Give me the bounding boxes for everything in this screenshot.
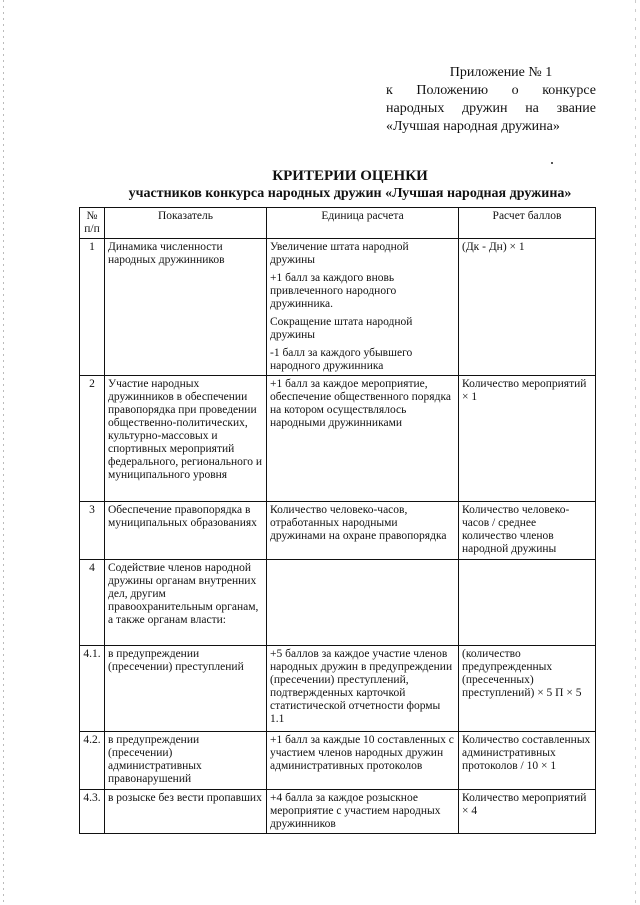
row-unit xyxy=(267,790,459,834)
appendix-line: «Лучшая народная дружина» xyxy=(386,119,560,134)
unit-line: Увеличение штата народной дружины xyxy=(270,241,409,266)
unit-line: Количество человеко-часов, отработанных народными дружинами на охране правопорядка xyxy=(270,504,447,542)
table-row xyxy=(80,646,596,732)
row-calc: (Дк - Дн) × 1 xyxy=(459,239,596,376)
unit-line: +1 балл за каждого вновь привлеченного народного дружинника. xyxy=(270,272,397,310)
header-calc: Расчет баллов xyxy=(459,208,596,239)
row-indicator: в розыске без вести пропавших xyxy=(105,790,267,834)
header-number: № п/п xyxy=(80,208,105,239)
row-number: 1 xyxy=(80,239,105,376)
scan-speck xyxy=(551,162,553,164)
row-unit xyxy=(267,646,459,732)
row-unit xyxy=(267,732,459,790)
row-number: 4 xyxy=(80,560,105,646)
header-indicator: Показатель xyxy=(105,208,267,239)
row-calc: Количество человеко-часов / среднее количество членов народной дружины xyxy=(459,502,596,560)
appendix-line: к Положению о конкурсе xyxy=(386,83,596,98)
appendix-block xyxy=(386,64,596,136)
row-calc: Количество мероприятий × 4 xyxy=(459,790,596,834)
unit-line: +5 баллов за каждое участие членов народных дружин в предупреждении (пресечении) преступлений, подтвержденных карточкой статистической отчетности формы 1.1 xyxy=(270,648,453,725)
appendix-line: народных дружин на звание xyxy=(386,101,596,116)
row-number: 4.2. xyxy=(80,732,105,790)
row-number: 2 xyxy=(80,376,105,502)
table-row xyxy=(80,790,596,834)
appendix-title: Приложение № 1 xyxy=(449,65,553,80)
unit-line: +1 балл за каждое мероприятие, обеспечение общественного порядка на котором осуществлялось народными дружинниками xyxy=(270,378,451,429)
table-header-row xyxy=(80,208,596,239)
row-calc: (количество предупрежденных (пресеченных) преступлений) × 5 П × 5 xyxy=(459,646,596,732)
table-row xyxy=(80,239,596,376)
unit-line: +1 балл за каждые 10 составленных с участием членов народных дружин административных протоколов xyxy=(270,734,454,772)
row-calc: Количество составленных административных протоколов / 10 × 1 xyxy=(459,732,596,790)
table-row xyxy=(80,732,596,790)
document-subtitle: участников конкурса народных дружин «Лучшая народная дружина» xyxy=(128,186,572,201)
row-unit xyxy=(267,502,459,560)
document-title: КРИТЕРИИ ОЦЕНКИ xyxy=(272,168,428,184)
criteria-table xyxy=(79,207,596,834)
row-indicator: Содействие членов народной дружины органам внутренних дел, другим правоохранительным органам, а также органам власти: xyxy=(105,560,267,646)
table-row xyxy=(80,376,596,502)
row-number: 4.1. xyxy=(80,646,105,732)
scan-edge-left xyxy=(3,0,4,905)
unit-line: -1 балл за каждого убывшего народного дружинника xyxy=(270,347,413,372)
row-unit xyxy=(267,376,459,502)
row-calc: Количество мероприятий × 1 xyxy=(459,376,596,502)
row-indicator: в предупреждении (пресечении) преступлений xyxy=(105,646,267,732)
row-unit xyxy=(267,239,459,376)
row-unit xyxy=(267,560,459,646)
unit-line: +4 балла за каждое розыскное мероприятие с участием народных дружинников xyxy=(270,792,441,830)
table-row xyxy=(80,502,596,560)
row-calc xyxy=(459,560,596,646)
unit-line: Сокращение штата народной дружины xyxy=(270,316,413,341)
row-indicator: Участие народных дружинников в обеспечении правопорядка при проведении общественно-политических, культурно-массовых и спортивных мероприятий федерального, регионального и муниципального уровня xyxy=(105,376,267,502)
row-indicator: Динамика численности народных дружинников xyxy=(105,239,267,376)
table-row xyxy=(80,560,596,646)
header-unit: Единица расчета xyxy=(267,208,459,239)
scan-edge-right xyxy=(635,0,636,905)
row-number: 4.3. xyxy=(80,790,105,834)
row-indicator: Обеспечение правопорядка в муниципальных образованиях xyxy=(105,502,267,560)
row-indicator: в предупреждении (пресечении) административных правонарушений xyxy=(105,732,267,790)
row-number: 3 xyxy=(80,502,105,560)
